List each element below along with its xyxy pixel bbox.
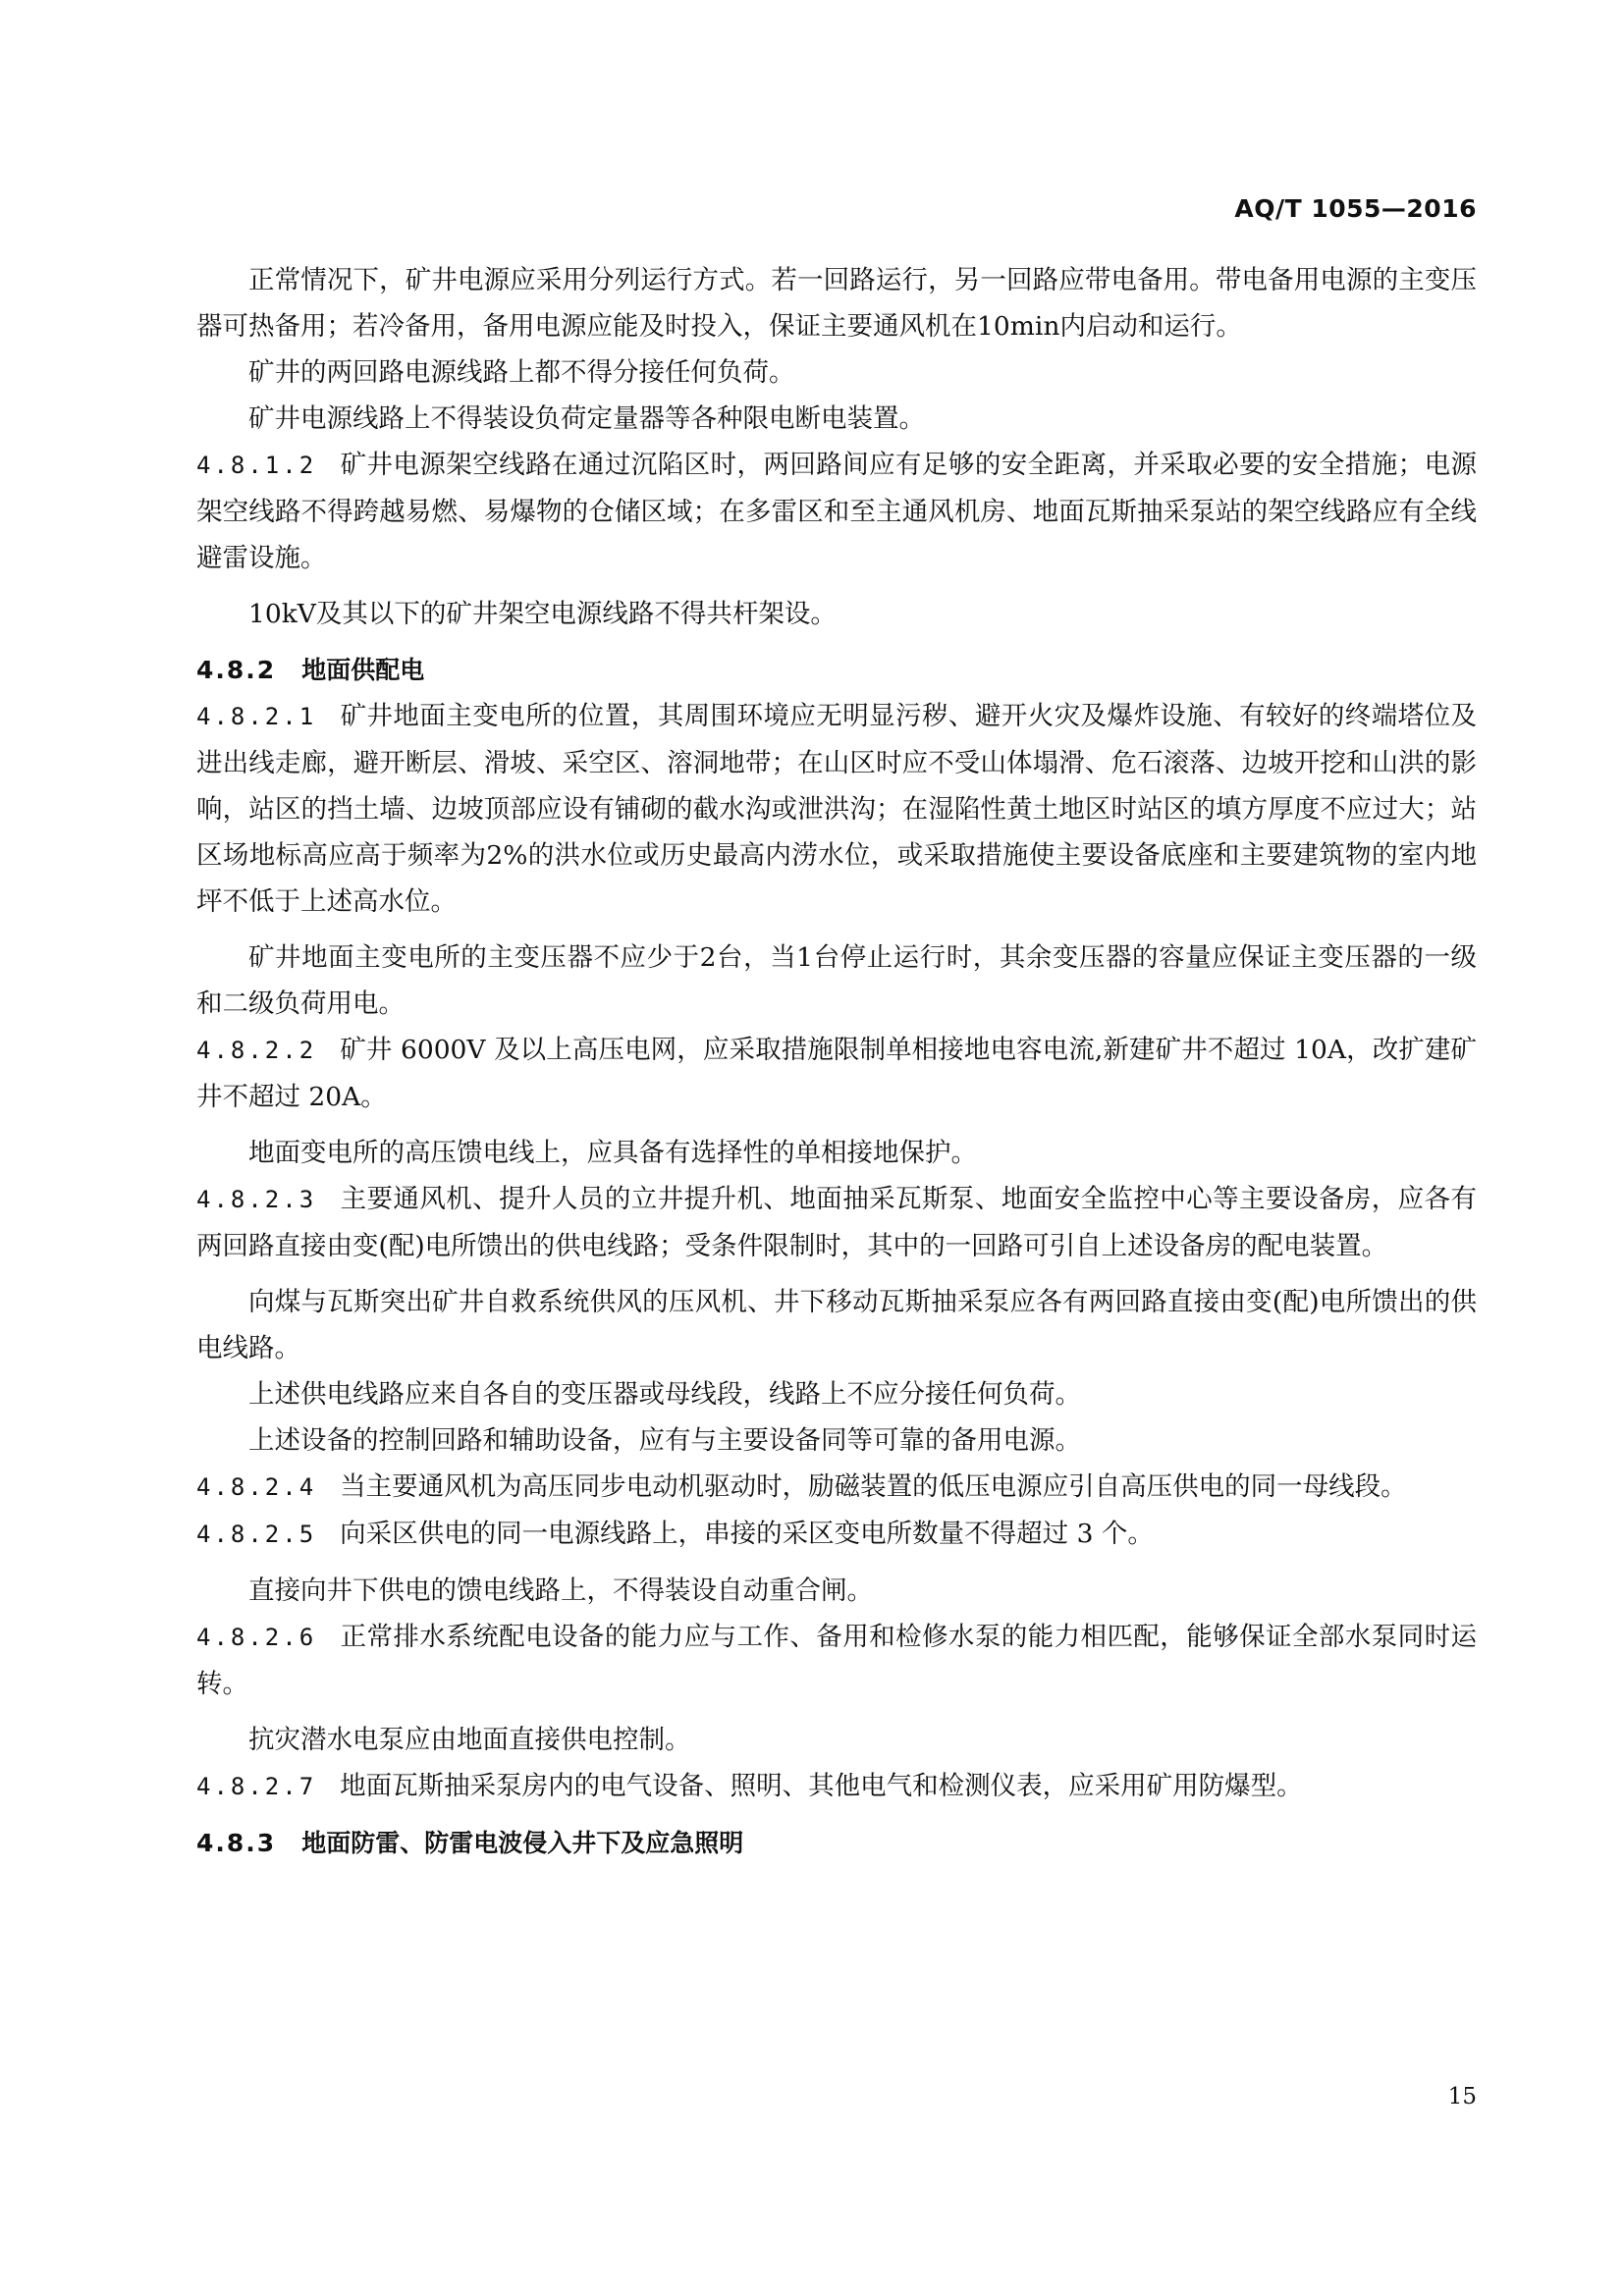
clause-number: 4.8.2.7 bbox=[196, 1773, 317, 1800]
paragraph: 上述供电线路应来自各自的变压器或母线段，线路上不应分接任何负荷。 bbox=[248, 1379, 1081, 1410]
clause-text: 当主要通风机为高压同步电动机驱动时，励磁装置的低压电源应引自高压供电的同一母线段。 bbox=[340, 1471, 1407, 1502]
clause-number: 4.8.2.4 bbox=[196, 1473, 317, 1501]
clause-number: 4.8.2.3 bbox=[196, 1186, 317, 1213]
paragraph: 矿井电源线路上不得装设负荷定量器等各种限电断电装置。 bbox=[248, 403, 925, 434]
clause-number: 4.8.1.2 bbox=[196, 452, 317, 479]
heading-title: 地面防雷、防雷电波侵入井下及应急照明 bbox=[301, 1829, 744, 1857]
section-heading-4-8-2 bbox=[196, 647, 1477, 693]
clause-number: 4.8.2.5 bbox=[196, 1521, 317, 1548]
section-heading-4-8-3 bbox=[196, 1820, 1477, 1866]
heading-number: 4.8.3 bbox=[196, 1829, 277, 1857]
paragraph: 上述设备的控制回路和辅助设备，应有与主要设备同等可靠的备用电源。 bbox=[248, 1425, 1081, 1456]
paragraph: 正常情况下，矿井电源应采用分列运行方式。若一回路运行，另一回路应带电备用。带电备用电源的主变压器可热备用；若冷备用，备用电源应能及时投入，保证主要通风机在10min内启动和运行。 bbox=[196, 265, 1477, 342]
paragraph: 矿井地面主变电所的主变压器不应少于2台，当1台停止运行时，其余变压器的容量应保证主变压器的一级和二级负荷用电。 bbox=[196, 942, 1477, 1019]
page-body bbox=[196, 257, 1477, 1866]
clause-text: 矿井地面主变电所的位置，其周围环境应无明显污秽、避开火灾及爆炸设施、有较好的终端塔位及进出线走廊，避开断层、滑坡、采空区、溶洞地带；在山区时应不受山体塌滑、危石滚落、边坡开挖和山洪的影响，站区的挡土墙、边坡顶部应设有铺砌的截水沟或泄洪沟；在湿陷性黄土地区时站区的填方厚度不应过大；站区场地标高应高于频率为2%的洪水位或历史最高内涝水位，或采取措施使主要设备底座和主要建筑物的室内地坪不低于上述高水位。 bbox=[196, 701, 1477, 917]
clause-4-8-2-5 bbox=[196, 1511, 1477, 1558]
clause-4-8-2-2 bbox=[196, 1027, 1477, 1120]
clause-number: 4.8.2.2 bbox=[196, 1037, 317, 1064]
clause-4-8-2-1 bbox=[196, 693, 1477, 925]
clause-4-8-2-4 bbox=[196, 1464, 1477, 1511]
heading-number: 4.8.2 bbox=[196, 656, 277, 684]
paragraph: 地面变电所的高压馈电线上，应具备有选择性的单相接地保护。 bbox=[248, 1138, 977, 1168]
paragraph: 矿井的两回路电源线路上都不得分接任何负荷。 bbox=[248, 357, 795, 388]
clause-4-8-1-2 bbox=[196, 442, 1477, 581]
paragraph: 直接向井下供电的馈电线路上，不得装设自动重合闸。 bbox=[248, 1575, 873, 1606]
heading-title: 地面供配电 bbox=[301, 656, 425, 684]
clause-4-8-2-3 bbox=[196, 1176, 1477, 1269]
page-number: 15 bbox=[1447, 2084, 1477, 2109]
paragraph: 抗灾潜水电泵应由地面直接供电控制。 bbox=[248, 1725, 691, 1755]
clause-number: 4.8.2.6 bbox=[196, 1624, 317, 1651]
document-code: AQ/T 1055—2016 bbox=[1234, 194, 1477, 223]
clause-text: 矿井电源架空线路在通过沉陷区时，两回路间应有足够的安全距离，并采取必要的安全措施；电源架空线路不得跨越易燃、易爆物的仓储区域；在多雷区和至主通风机房、地面瓦斯抽采泵站的架空线路应有全线避雷设施。 bbox=[196, 450, 1477, 573]
paragraph: 向煤与瓦斯突出矿井自救系统供风的压风机、井下移动瓦斯抽采泵应各有两回路直接由变(配)电所馈出的供电线路。 bbox=[196, 1287, 1477, 1363]
paragraph: 10kV及其以下的矿井架空电源线路不得共杆架设。 bbox=[248, 599, 837, 629]
clause-number: 4.8.2.1 bbox=[196, 703, 317, 730]
clause-text: 正常排水系统配电设备的能力应与工作、备用和检修水泵的能力相匹配，能够保证全部水泵同时运转。 bbox=[196, 1622, 1477, 1699]
clause-text: 主要通风机、提升人员的立井提升机、地面抽采瓦斯泵、地面安全监控中心等主要设备房，应各有两回路直接由变(配)电所馈出的供电线路；受条件限制时，其中的一回路可引自上述设备房的配电装置。 bbox=[196, 1184, 1477, 1261]
clause-text: 向采区供电的同一电源线路上，串接的采区变电所数量不得超过 3 个。 bbox=[340, 1519, 1154, 1549]
clause-4-8-2-6 bbox=[196, 1614, 1477, 1707]
clause-text: 地面瓦斯抽采泵房内的电气设备、照明、其他电气和检测仪表，应采用矿用防爆型。 bbox=[340, 1771, 1303, 1801]
clause-text: 矿井 6000V 及以上高压电网，应采取措施限制单相接地电容电流,新建矿井不超过 10A，改扩建矿井不超过 20A。 bbox=[196, 1035, 1477, 1112]
clause-4-8-2-7 bbox=[196, 1763, 1477, 1810]
